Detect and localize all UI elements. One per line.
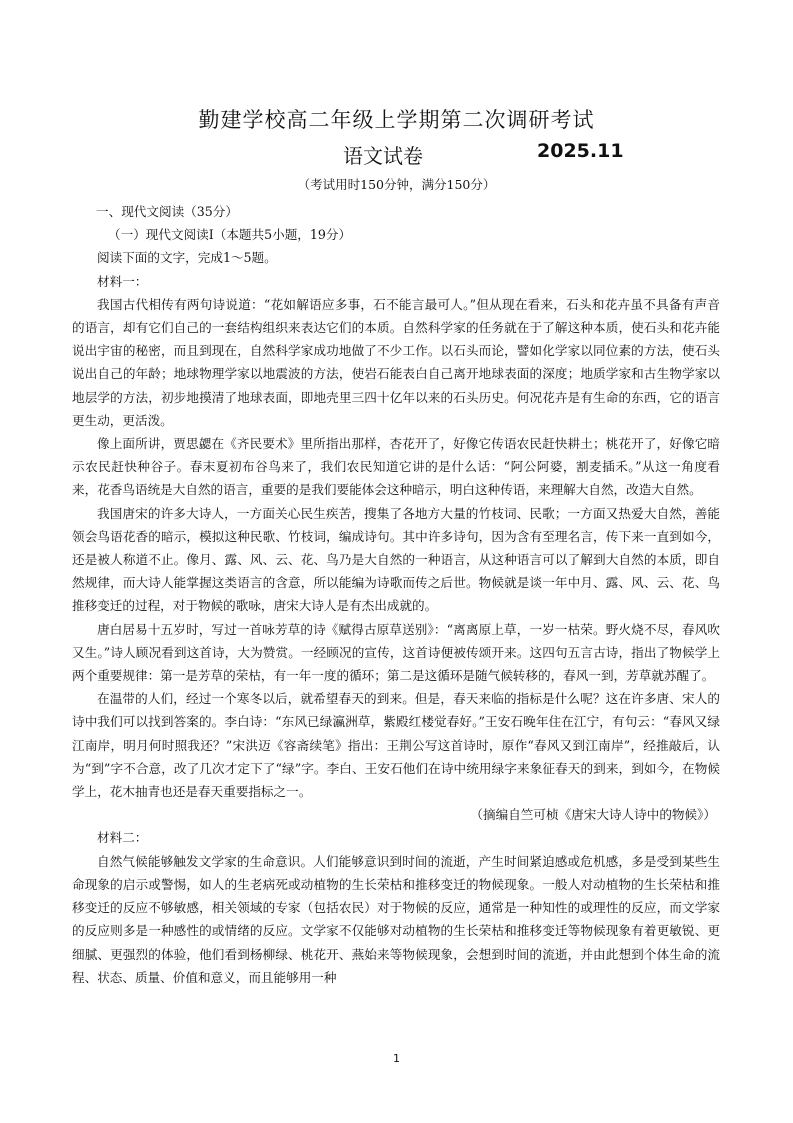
- exam-content: [72, 200, 720, 989]
- subsection-heading: （一）现代文阅读Ⅰ（本题共5小题，19分）: [108, 227, 352, 243]
- exam-date: 2025.11: [537, 140, 624, 162]
- exam-title: 勤建学校高二年级上学期第二次调研考试: [198, 108, 595, 132]
- exam-note: （考试用时150分钟，满分150分）: [297, 177, 496, 192]
- material1-source: （摘编自竺可桢《唐宋大诗人诗中的物候》）: [470, 807, 716, 823]
- material2-paragraph-1: 自然气候能够触发文学家的生命意识。人们能够意识到时间的流逝，产生时间紧迫感或危机感，多是受到某些生命现象的启示或警惕，如人的生老病死或动植物的生长荣枯和推移变迁的物候现象。一般人对动植物的生长荣枯和推移变迁的反应不够敏感，相关领域的专家（包括农民）对于物候的反应，通常是一种知性的或理性的反应，而文学家的反应则多是一种感性的或情绪的反应。文学家不仅能够对动植物的生长荣枯和推移变迁等物候现象有着更敏锐、更细腻、更强烈的体验，他们看到杨柳绿、桃花开、燕始来等物候现象，会想到时间的流逝，并由此想到个体生命的流程、状态、质量、价值和意义，而且能够用一种: [72, 853, 720, 985]
- page-number: 1: [393, 1052, 400, 1065]
- instruction-text: 阅读下面的文字，完成1～5题。: [97, 250, 277, 266]
- subject-label: 语文试卷: [343, 144, 423, 168]
- section-heading: 一、现代文阅读（35分）: [96, 204, 238, 219]
- material2-label: 材料二：: [97, 830, 148, 846]
- material1-paragraph-4: 唐白居易十五岁时，写过一首咏芳草的诗《赋得古原草送别》：“离离原上草，一岁一枯荣。野火烧不尽，春风吹又生。”诗人顾况看到这首诗，大为赞赏。一经顾况的宣传，这首诗便被传颂开来。这四句五言古诗，指出了物候学上两个重要规律：第一是芳草的荣枯，有一年一度的循环；第二是这循环是随气候转移的，春风一到，芳草就苏醒了。: [72, 621, 720, 684]
- material1-paragraph-3: 我国唐宋的许多大诗人，一方面关心民生疾苦，搜集了各地方大量的竹枝词、民歌；一方面又热爱大自然，善能领会鸟语花香的暗示，模拟这种民歌、竹枝词，编成诗句。其中许多诗句，因为含有至理名言，传下来一直到如今，还是被人称道不止。像月、露、风、云、花、鸟乃是大自然的一种语言，从这种语言可以了解到大自然的本质，即自然规律，而大诗人能掌握这类语言的含意，所以能编为诗歌而传之后世。物候就是谈一年中月、露、风、云、花、鸟推移变迁的过程，对于物候的歌咏，唐宋大诗人是有杰出成就的。: [72, 505, 720, 614]
- material1-paragraph-1: 我国古代相传有两句诗说道：“花如解语应多事，石不能言最可人。”但从现在看来，石头和花卉虽不具备有声音的语言，却有它们自己的一套结构组织来表达它们的本质。自然科学家的任务就在于了解这种本质，使石头和花卉能说出宇宙的秘密，而且到现在，自然科学家成功地做了不少工作。以石头而论，譬如化学家以同位素的方法，使石头说出自己的年龄；地球物理学家以地震波的方法，使岩石能表白自己离开地球表面的深度；地质学家和古生物学家以地层学的方法，初步地摸清了地球表面，即地壳里三四十亿年以来的石头历史。何况花卉是有生命的东西，它的语言更生动，更活泼。: [72, 296, 720, 428]
- material1-paragraph-5: 在温带的人们，经过一个寒冬以后，就希望春天的到来。但是，春天来临的指标是什么呢？这在许多唐、宋人的诗中我们可以找到答案的。李白诗：“东风已绿瀛洲草，紫殿红楼觉春好。”王安石晚年住在江宁，有句云：“春风又绿江南岸，明月何时照我还？”宋洪迈《容斋续笔》指出：王荆公写这首诗时，原作“春风又到江南岸”，经推敲后，认为“到”字不合意，改了几次才定下了“绿”字。李白、王安石他们在诗中统用绿字来象征春天的到来，到如今，在物候学上，花木抽青也还是春天重要指标之一。: [72, 691, 720, 800]
- material1-paragraph-2: 像上面所讲，贾思勰在《齐民要术》里所指出那样，杏花开了，好像它传语农民赶快耕土；桃花开了，好像它暗示农民赶快种谷子。春末夏初布谷鸟来了，我们农民知道它讲的是什么话：“阿公阿婆，割麦插禾。”从这一角度看来，花香鸟语统是大自然的语言，重要的是我们要能体会这种暗示，明白这种传语，来理解大自然，改造大自然。: [72, 436, 720, 498]
- material1-label: 材料一：: [97, 273, 148, 289]
